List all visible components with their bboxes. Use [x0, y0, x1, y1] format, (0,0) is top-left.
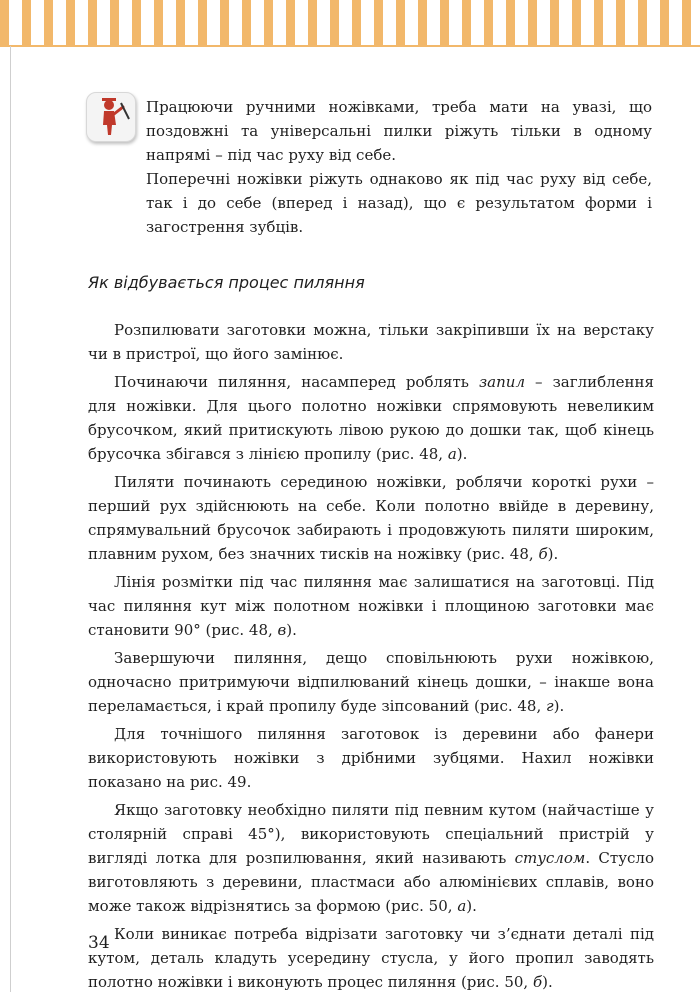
section-title: Як відбувається процес пиляння — [88, 273, 365, 292]
page-number: 34 — [88, 933, 110, 953]
paragraph-7: Якщо заготовку необхідно пиляти під певним кутом (найчастіше у столярній справі 45°), використовують спеціальний пристрій у вигляді лотка для розпилювання, який називають стуслом. Стусло виготовляють з деревини, пластмаси або алюмінієвих сплавів, воно може також відрізнятись за формою (рис. 50, а). — [88, 801, 654, 915]
paragraph-2: Починаючи пиляння, насамперед роблять запил – заглиблення для ножівки. Для цього полотно ножівки спрямовують невеликим брусочком, який притискують лівою рукою до дошки так, щоб кінець брусочка збігався з лінією пропилу (рис. 48, а). — [88, 373, 654, 463]
page-left-rule — [10, 46, 11, 992]
header-stripe-bar — [0, 0, 700, 46]
paragraph-3: Пиляти починають серединою ножівки, роблячи короткі рухи – перший рух здійснюють на себе. Коли полотно ввійде в деревину, спрямувальний брусочок забирають і продовжують пиляти широким, плавним рухом, без значних тисків на ножівку (рис. 48, б). — [88, 473, 654, 563]
paragraph-6: Для точнішого пиляння заготовок із деревини або фанери використовують ножівки з дрібними зубцями. Нахил ножівки показано на рис. 49. — [88, 725, 654, 791]
note-paragraph-2: Поперечні ножівки ріжуть однаково як під час руху від себе, так і до себе (вперед і назад), що є результатом форми і загострення зубців. — [146, 170, 652, 236]
paragraph-8: Коли виникає потреба відрізати заготовку чи з’єднати деталі під кутом, деталь кладуть усередину стусла, у його пропил заводять полотно ножівки і виконують процес пиляння (рис. 50, б). — [88, 925, 654, 991]
term-zapyl: запил — [479, 373, 525, 391]
important-note — [146, 95, 652, 239]
worker-with-saw-icon — [86, 92, 136, 142]
note-paragraph-1: Працюючи ручними ножівками, треба мати на увазі, що поздовжні та універсальні пилки ріжуть тільки в одному напрямі – під час руху від себе. — [146, 98, 652, 164]
paragraph-5: Завершуючи пиляння, дещо сповільнюють рухи ножівкою, одночасно притримуючи відпилюваний кінець дошки, – інакше вона переламається, і край пропилу буде зіпсований (рис. 48, г). — [88, 649, 654, 715]
term-stuslo: стуслом — [514, 849, 586, 867]
body-text — [88, 318, 654, 998]
paragraph-4: Лінія розмітки під час пиляння має залишатися на заготовці. Під час пиляння кут між полотном ножівки і площиною заготовки має становити 90° (рис. 48, в). — [88, 573, 654, 639]
paragraph-1: Розпилювати заготовки можна, тільки закріпивши їх на верстаку чи в пристрої, що його замінює. — [88, 321, 654, 363]
